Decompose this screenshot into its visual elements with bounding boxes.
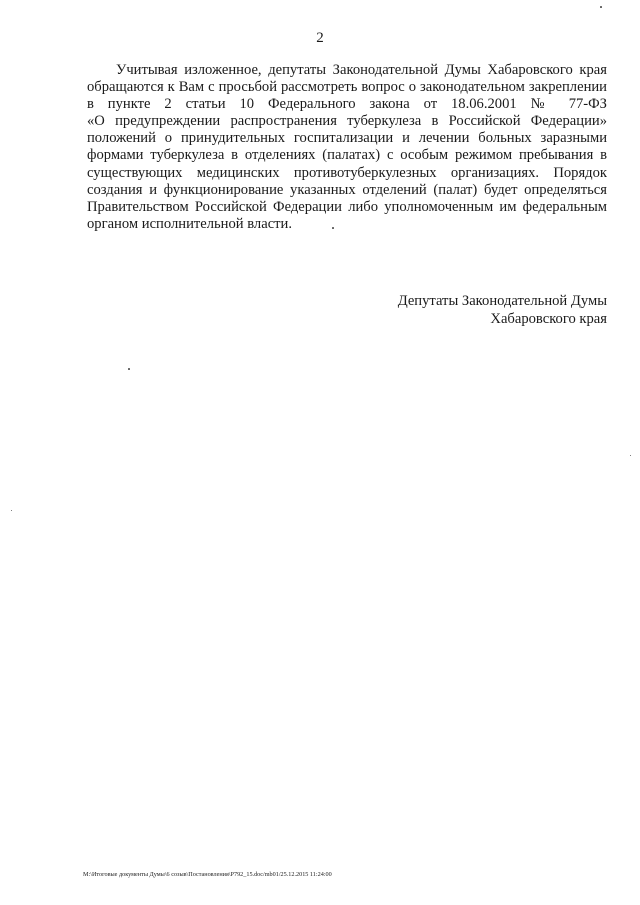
body-line: обращаются к Вам с просьбой рассмотреть вопрос о законодательном закреплении bbox=[87, 79, 607, 96]
body-line: существующих медицинских противотуберкулезных организациях. Порядок bbox=[87, 164, 607, 181]
signature-line-2: Хабаровского края bbox=[490, 310, 607, 327]
body-line: Учитывая изложенное, депутаты Законодательной Думы Хабаровского края bbox=[116, 62, 607, 78]
body-line: положений о принудительных госпитализации и лечении больных заразными bbox=[87, 130, 607, 147]
body-line: формами туберкулеза в отделениях (палатах) с особым режимом пребывания в bbox=[87, 147, 607, 164]
footer-file-path: М:\Итоговые документы Думы\6 созыв\Постановления\Р792_15.doc/mb01/25.12.2015 11:24:00 bbox=[83, 871, 332, 878]
scan-speck bbox=[128, 368, 130, 370]
body-line: в пункте 2 статьи 10 Федерального закона от 18.06.2001 № 77-ФЗ bbox=[87, 96, 607, 113]
scan-speck bbox=[11, 510, 12, 511]
body-line: «О предупреждении распространения туберкулеза в Российской Федерации» bbox=[87, 113, 607, 130]
body-line: органом исполнительной власти. bbox=[87, 215, 293, 232]
scan-speck bbox=[332, 227, 334, 229]
scan-speck bbox=[600, 6, 602, 8]
body-line: Правительством Российской Федерации либо уполномоченным им федеральным bbox=[87, 198, 607, 215]
signature-line-1: Депутаты Законодательной Думы bbox=[397, 293, 607, 309]
signature-block bbox=[398, 293, 607, 328]
page-number: 2 bbox=[316, 30, 324, 46]
scan-speck bbox=[630, 455, 631, 456]
body-line: создания и функционирование указанных отделений (палат) будет определяться bbox=[87, 181, 607, 198]
body-paragraph bbox=[87, 62, 607, 233]
